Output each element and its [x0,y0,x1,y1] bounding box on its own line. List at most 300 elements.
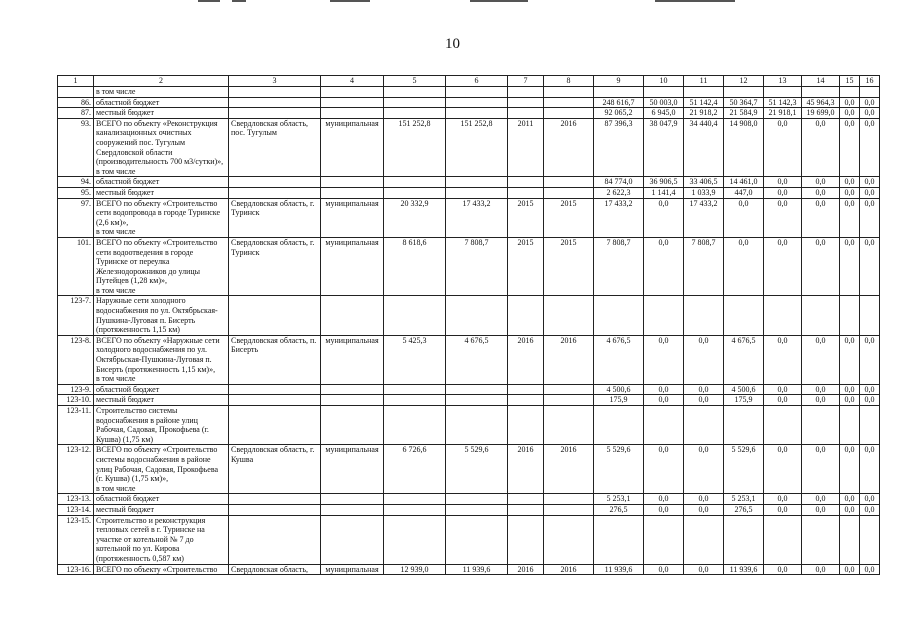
table-cell: 34 440,4 [684,118,724,177]
table-row [58,445,880,494]
table-cell: 0,0 [802,187,840,198]
table-cell: 5 425,3 [384,335,446,384]
page-number: 10 [445,36,460,52]
table-cell: 0,0 [840,237,860,296]
table-cell: 447,0 [724,187,764,198]
table-cell [544,515,594,564]
table-cell: 21 584,9 [724,108,764,119]
table-cell [229,384,321,395]
table-cell [321,87,384,98]
table-cell [321,494,384,505]
table-cell [229,97,321,108]
table-cell: 4 500,6 [724,384,764,395]
table-cell [58,87,94,98]
table-cell: 0,0 [860,384,880,395]
table-cell [229,108,321,119]
table-cell [321,177,384,188]
table-cell: 19 699,0 [802,108,840,119]
table-cell: 0,0 [860,504,880,515]
table-cell: 0,0 [802,384,840,395]
table-cell: 8 618,6 [384,237,446,296]
column-number-row [58,76,880,87]
table-cell [508,504,544,515]
table-cell: 2016 [544,335,594,384]
table-cell [544,87,594,98]
table-cell: муниципальная [321,445,384,494]
table-cell: 123-14. [58,504,94,515]
table-cell: 2 622,3 [594,187,644,198]
table-row [58,237,880,296]
table-cell [508,494,544,505]
table-cell: 84 774,0 [594,177,644,188]
table-cell [860,87,880,98]
table-cell: 0,0 [802,504,840,515]
table-cell: местный бюджет [94,187,229,198]
table-cell: 0,0 [644,384,684,395]
table-cell: 0,0 [840,445,860,494]
table-cell: 2016 [508,564,544,575]
table-cell: 87 396,3 [594,118,644,177]
column-number: 8 [544,76,594,87]
table-cell [229,504,321,515]
table-cell [384,395,446,406]
table-cell: 0,0 [802,198,840,237]
table-cell: 0,0 [644,198,684,237]
table-cell [229,515,321,564]
table-cell: 2016 [544,445,594,494]
table-cell: 0,0 [644,564,684,575]
table-cell: 0,0 [840,108,860,119]
column-number: 14 [802,76,840,87]
table-cell: 17 433,2 [684,198,724,237]
table-cell [508,395,544,406]
table-cell [508,384,544,395]
table-cell: 0,0 [802,494,840,505]
table-cell: 6 945,0 [644,108,684,119]
table-cell: ВСЕГО по объекту «Строительство сети водоотведения в городе Туринске от переулка Железнодорожников до улицы Путейцев (1,28 км)», в том числе [94,237,229,296]
table-cell: 86. [58,97,94,108]
table-cell: 0,0 [860,564,880,575]
table-cell: 14 461,0 [724,177,764,188]
column-number: 5 [384,76,446,87]
table-cell: 2016 [544,118,594,177]
table-cell: 94. [58,177,94,188]
table-cell [544,187,594,198]
table-cell [321,384,384,395]
table-cell: 276,5 [724,504,764,515]
table-cell [508,87,544,98]
table-cell [321,97,384,108]
table-cell: 0,0 [840,335,860,384]
table-cell: 0,0 [764,177,802,188]
table-cell: 0,0 [840,504,860,515]
table-cell: 0,0 [764,118,802,177]
table-cell: 2016 [508,335,544,384]
table-cell [724,87,764,98]
table-row [58,118,880,177]
table-cell: 0,0 [802,118,840,177]
table-cell: 17 433,2 [446,198,508,237]
table-cell: Строительство системы водоснабжения в районе улиц Рабочая, Садовая, Прокофьева (г. Кушва) (1,75 км) [94,406,229,445]
table-cell: 5 253,1 [594,494,644,505]
scan-edge-marks [0,0,905,4]
table-cell [508,97,544,108]
table-row [58,335,880,384]
table-cell: 0,0 [764,335,802,384]
table-cell: 5 529,6 [724,445,764,494]
table-cell [446,97,508,108]
table-cell: 11 939,6 [446,564,508,575]
table-cell: 5 253,1 [724,494,764,505]
table-row [58,564,880,575]
table-cell [321,504,384,515]
table-cell: 33 406,5 [684,177,724,188]
column-number: 2 [94,76,229,87]
table-cell: 50 364,7 [724,97,764,108]
table-cell: 0,0 [840,564,860,575]
table-cell: 92 065,2 [594,108,644,119]
table-cell [860,515,880,564]
table-cell: муниципальная [321,564,384,575]
table-cell: 0,0 [764,187,802,198]
table-cell: 0,0 [840,187,860,198]
column-number: 3 [229,76,321,87]
table-cell: 0,0 [860,118,880,177]
table-cell [684,87,724,98]
table-cell: 20 332,9 [384,198,446,237]
table-cell [840,406,860,445]
table-cell [446,494,508,505]
table-cell: 21 918,2 [684,108,724,119]
table-cell [644,296,684,335]
table-cell: 0,0 [802,395,840,406]
table-cell [508,296,544,335]
table-cell: Свердловская область, п. Бисерть [229,335,321,384]
table-cell [764,406,802,445]
table-cell: ВСЕГО по объекту «Наружные сети холодного водоснабжения по ул. Октябрьская-Пушкина-Луговая п. Бисерть (протяженность 1,15 км)», в том числе [94,335,229,384]
table-cell [802,406,840,445]
table-cell: 123-9. [58,384,94,395]
table-cell: муниципальная [321,237,384,296]
table-cell: 123-10. [58,395,94,406]
table-cell: ВСЕГО по объекту «Строительство сети водопровода в городе Туринске (2,6 км)», в том числе [94,198,229,237]
table-cell: 6 726,6 [384,445,446,494]
table-cell [384,384,446,395]
table-cell [644,406,684,445]
table-cell: 151 252,8 [384,118,446,177]
table-row [58,108,880,119]
table-cell: 50 003,0 [644,97,684,108]
table-cell: 4 500,6 [594,384,644,395]
table-cell [764,87,802,98]
table-cell: 0,0 [840,118,860,177]
table-cell: Свердловская область, г. Туринск [229,198,321,237]
table-cell: 0,0 [860,395,880,406]
table-cell: 0,0 [840,395,860,406]
table-cell: 123-8. [58,335,94,384]
table-cell: 95. [58,187,94,198]
table-cell [684,406,724,445]
table-cell: муниципальная [321,335,384,384]
table-cell: 0,0 [860,187,880,198]
table-cell: 4 676,5 [724,335,764,384]
table-cell [644,515,684,564]
column-number: 11 [684,76,724,87]
table-cell [446,395,508,406]
table-cell: 0,0 [802,564,840,575]
table-cell: областной бюджет [94,494,229,505]
table-cell: 7 808,7 [684,237,724,296]
table-row [58,87,880,98]
table-cell [544,384,594,395]
table-cell [321,515,384,564]
table-cell: 175,9 [724,395,764,406]
table-cell [321,395,384,406]
table-cell: 2015 [544,237,594,296]
table-cell [594,406,644,445]
table-cell: 0,0 [840,177,860,188]
table-cell [802,87,840,98]
table-row [58,494,880,505]
table-cell: местный бюджет [94,108,229,119]
table-cell: Свердловская область, г. Кушва [229,445,321,494]
table-cell: 0,0 [860,494,880,505]
table-row [58,406,880,445]
table-cell: 276,5 [594,504,644,515]
table-cell [802,296,840,335]
table-cell: Свердловская область, [229,564,321,575]
table-cell: 0,0 [724,198,764,237]
table-cell [446,296,508,335]
table-cell [384,494,446,505]
table-row [58,187,880,198]
table-cell [860,406,880,445]
table-cell: ВСЕГО по объекту «Строительство системы водоснабжения в районе улиц Рабочая, Садовая, Прокофьева (г. Кушва) (1,75 км)», в том числе [94,445,229,494]
table-cell [544,97,594,108]
table-cell: 0,0 [860,198,880,237]
table-cell: 0,0 [684,335,724,384]
table-cell [446,187,508,198]
budget-table [57,75,880,575]
column-number: 1 [58,76,94,87]
table-cell [724,296,764,335]
table-cell: 7 808,7 [594,237,644,296]
column-number: 12 [724,76,764,87]
table-cell: 4 676,5 [446,335,508,384]
table-cell: 0,0 [764,198,802,237]
table-cell [544,406,594,445]
table-cell: 2011 [508,118,544,177]
table-cell: 0,0 [840,384,860,395]
table-cell: 123-16. [58,564,94,575]
table-cell [446,87,508,98]
table-cell: 17 433,2 [594,198,644,237]
table-cell: 87. [58,108,94,119]
table-cell: 123-12. [58,445,94,494]
table-cell [384,296,446,335]
table-cell: 0,0 [764,504,802,515]
table-cell [508,108,544,119]
table-cell [384,187,446,198]
table-row [58,384,880,395]
column-number: 4 [321,76,384,87]
table-cell: 0,0 [840,97,860,108]
table-cell: 0,0 [644,335,684,384]
table-cell [321,108,384,119]
table-cell: 123-11. [58,406,94,445]
table-cell [229,406,321,445]
table-cell: 93. [58,118,94,177]
table-cell [384,87,446,98]
table-cell: 1 033,9 [684,187,724,198]
table-cell [384,108,446,119]
table-cell: Наружные сети холодного водоснабжения по ул. Октябрьская-Пушкина-Луговая п. Бисерть (протяженность 1,15 км) [94,296,229,335]
table-cell: 2015 [508,237,544,296]
table-cell: 11 939,6 [724,564,764,575]
table-cell: 0,0 [724,237,764,296]
table-cell: 0,0 [644,445,684,494]
table-cell [321,406,384,445]
table-cell [544,395,594,406]
table-cell [229,494,321,505]
table-cell: местный бюджет [94,504,229,515]
table-cell: 2015 [508,198,544,237]
table-cell [321,296,384,335]
table-cell [684,296,724,335]
table-cell [508,187,544,198]
table-cell [724,515,764,564]
table-cell [508,177,544,188]
table-cell: 248 616,7 [594,97,644,108]
table-cell: 123-15. [58,515,94,564]
table-row [58,296,880,335]
table-row [58,177,880,188]
table-cell: 0,0 [644,395,684,406]
table-cell: 0,0 [764,564,802,575]
column-number: 9 [594,76,644,87]
table-cell [321,187,384,198]
table-cell [594,296,644,335]
table-cell [724,406,764,445]
table-cell [840,515,860,564]
table-row [58,97,880,108]
table-cell: 151 252,8 [446,118,508,177]
table-cell: 36 906,5 [644,177,684,188]
table-cell [384,97,446,108]
table-cell [229,296,321,335]
table-cell: 5 529,6 [594,445,644,494]
table-cell: 21 918,1 [764,108,802,119]
table-cell: областной бюджет [94,384,229,395]
table-cell: 0,0 [802,335,840,384]
column-number: 15 [840,76,860,87]
table-cell [384,515,446,564]
table-cell: 101. [58,237,94,296]
table-cell: 51 142,3 [764,97,802,108]
table-cell: областной бюджет [94,177,229,188]
table-cell: 7 808,7 [446,237,508,296]
table-cell [644,87,684,98]
column-number: 16 [860,76,880,87]
table-cell: 0,0 [684,395,724,406]
table-cell: 123-13. [58,494,94,505]
table-cell [508,515,544,564]
table-cell: 0,0 [644,237,684,296]
table-cell: 0,0 [764,445,802,494]
table-cell: 0,0 [860,445,880,494]
table-cell [840,87,860,98]
table-cell: 97. [58,198,94,237]
table-cell: 0,0 [764,237,802,296]
table-cell: 0,0 [802,445,840,494]
table-cell: 0,0 [840,494,860,505]
table-cell: Свердловская область, пос. Тугулым [229,118,321,177]
table-cell: Свердловская область, г. Туринск [229,237,321,296]
table-row [58,395,880,406]
table-cell: 45 964,3 [802,97,840,108]
table-cell: 2016 [544,564,594,575]
table-cell: 0,0 [644,494,684,505]
table-cell [764,296,802,335]
table-cell [446,177,508,188]
table-cell: 0,0 [802,177,840,188]
table-cell: муниципальная [321,118,384,177]
table-cell: ВСЕГО по объекту «Реконструкция канализационных очистных сооружений пос. Тугулым Свердловской области (производительность 700 м3/сутки)», в том числе [94,118,229,177]
table-cell: 0,0 [860,335,880,384]
table-cell [544,504,594,515]
column-number: 6 [446,76,508,87]
table-cell: 0,0 [764,395,802,406]
table-cell [802,515,840,564]
table-cell: 0,0 [860,237,880,296]
table-cell: 0,0 [764,384,802,395]
table-cell [229,395,321,406]
table-cell: 12 939,0 [384,564,446,575]
table-cell: в том числе [94,87,229,98]
table-cell [544,177,594,188]
table-cell [229,187,321,198]
table-cell: 0,0 [684,445,724,494]
table-cell [229,87,321,98]
table-cell [544,108,594,119]
table-cell [684,515,724,564]
table-cell [594,87,644,98]
table-cell [229,177,321,188]
table-cell: муниципальная [321,198,384,237]
table-cell: 0,0 [840,198,860,237]
table-cell [446,108,508,119]
table-cell [446,406,508,445]
table-cell: 51 142,4 [684,97,724,108]
column-number: 10 [644,76,684,87]
table-cell [446,515,508,564]
table-cell: 0,0 [860,177,880,188]
column-number: 7 [508,76,544,87]
table-cell: 38 047,9 [644,118,684,177]
table-cell: 2015 [544,198,594,237]
table-cell: 5 529,6 [446,445,508,494]
table-cell [384,406,446,445]
table-cell [508,406,544,445]
table-cell [840,296,860,335]
table-cell: 0,0 [860,97,880,108]
table-row [58,198,880,237]
table-cell: 1 141,4 [644,187,684,198]
table-cell: 14 908,0 [724,118,764,177]
table-cell [544,296,594,335]
table-cell: 123-7. [58,296,94,335]
table-cell: 0,0 [644,504,684,515]
